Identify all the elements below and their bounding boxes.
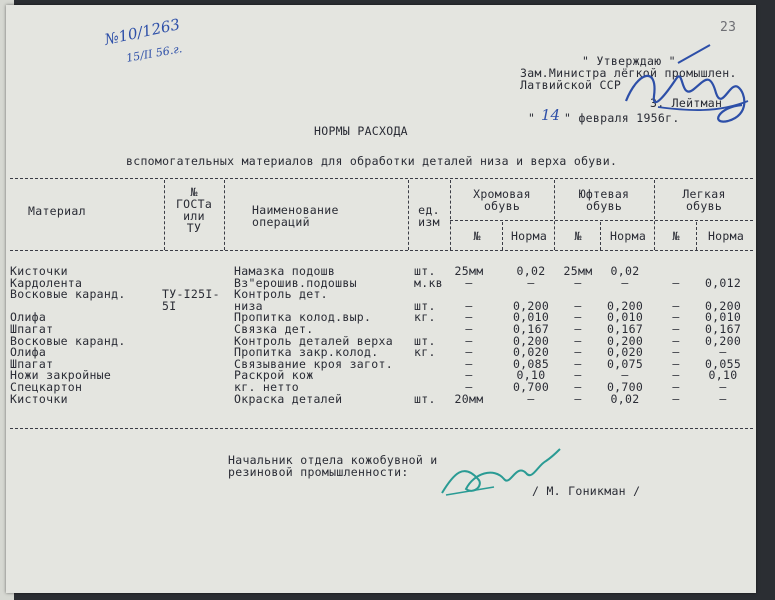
header-gost-4: ТУ: [186, 221, 202, 235]
header-unit-1: ед.: [418, 203, 440, 217]
table-top-rule: [10, 178, 753, 179]
material-cell: Шпагат: [10, 356, 54, 371]
yuft-no-cell: –: [574, 333, 582, 348]
unit-cell: шт.: [414, 264, 436, 278]
yuft-no-cell: –: [574, 298, 582, 313]
material-cell: Ножи закройные: [10, 368, 112, 383]
operation-cell: Контроль дет.: [234, 287, 328, 302]
operation-cell: Связывание кроя загот.: [234, 356, 393, 371]
light-norm-cell: 0,012: [704, 275, 742, 290]
yuft-norm-cell: 0,075: [606, 356, 644, 371]
yuft-no-cell: –: [574, 391, 582, 406]
table-subheader-rule: [450, 220, 753, 221]
yuft-norm-cell: 0,02: [610, 264, 640, 278]
header-chrome-norm: Норма: [510, 229, 548, 243]
light-no-cell: –: [672, 275, 680, 290]
header-yuft-no: №: [574, 229, 582, 243]
operation-cell: Пропитка колод.выр.: [234, 310, 372, 325]
chrome-norm-cell: –: [527, 391, 535, 406]
header-operation-1: Наименование: [252, 203, 339, 217]
chrome-no-cell: –: [465, 275, 473, 290]
col-divider-yuft-norm: [600, 222, 601, 250]
light-norm-cell: 0,200: [704, 298, 742, 313]
operation-cell: кг. нетто: [234, 380, 300, 394]
chrome-no-cell: 25мм: [454, 264, 484, 278]
material-cell: Спецкартон: [10, 380, 83, 394]
chrome-no-cell: –: [465, 368, 473, 383]
material-cell: Кардолента: [10, 275, 83, 290]
chrome-no-cell: 20мм: [454, 391, 484, 406]
header-gost-2: ГОСТа: [175, 197, 213, 211]
yuft-no-cell: –: [574, 275, 582, 290]
chrome-norm-cell: 0,10: [516, 368, 546, 383]
header-gost-3: или: [183, 209, 205, 223]
approval-ministry: Латвийской ССР: [520, 78, 622, 92]
footer-position-2: резиновой промышленности:: [228, 465, 409, 479]
approver-name: З. Лейтман: [650, 96, 723, 110]
header-yuft-norm: Норма: [609, 229, 647, 243]
document-title: НОРМЫ РАСХОДА: [314, 124, 408, 138]
light-norm-cell: 0,10: [708, 368, 738, 383]
header-light-1: Легкая: [682, 187, 726, 201]
header-operation-2: операций: [252, 215, 310, 229]
material-cell: Олифа: [10, 345, 47, 360]
yuft-no-cell: –: [574, 322, 582, 336]
light-no-cell: –: [672, 298, 680, 313]
light-norm-cell: –: [719, 345, 727, 360]
col-divider-light-norm: [696, 222, 697, 250]
light-no-cell: –: [672, 333, 680, 348]
approver-signature: [618, 41, 758, 131]
header-gost-1: №: [190, 185, 198, 199]
header-unit-2: изм: [418, 215, 440, 229]
unit-cell: м.кв: [414, 275, 443, 290]
light-norm-cell: 0,010: [704, 310, 742, 325]
material-cell: Восковые каранд.: [10, 287, 126, 302]
operation-cell: Вз"ерошив.подошвы: [234, 275, 357, 290]
light-no-cell: –: [672, 345, 680, 360]
footer-signatory-name: / М. Гоникман /: [532, 484, 641, 498]
operation-cell: Контроль деталей верха: [234, 333, 393, 348]
chrome-norm-cell: 0,700: [512, 380, 550, 394]
light-no-cell: –: [672, 391, 680, 406]
col-divider-yuft: [554, 180, 555, 250]
yuft-no-cell: –: [574, 345, 582, 360]
col-divider-light: [654, 180, 655, 250]
header-light-2: обувь: [685, 199, 723, 213]
gost-cell: ТУ-I25I-: [162, 287, 220, 302]
chrome-no-cell: –: [465, 345, 473, 360]
registration-date: 15/II 56.г.: [125, 42, 184, 65]
yuft-norm-cell: 0,700: [606, 380, 644, 394]
header-yuft-1: Юфтевая: [578, 187, 630, 201]
light-norm-cell: 0,167: [704, 322, 742, 336]
header-material: Материал: [28, 204, 86, 218]
light-no-cell: –: [672, 356, 680, 371]
header-chrome-no: №: [473, 229, 481, 243]
document-subtitle: вспомогательных материалов для обработки деталей низа и верха обуви.: [126, 154, 618, 168]
approval-date-day: 14: [541, 106, 561, 124]
yuft-no-cell: –: [574, 310, 582, 325]
unit-cell: шт.: [414, 391, 436, 406]
approval-position: Зам.Министра лёгкой промышлен.: [520, 66, 737, 80]
head-signature: [434, 443, 564, 503]
material-cell: Кисточки: [10, 391, 68, 406]
yuft-no-cell: –: [574, 368, 582, 383]
unit-cell: шт.: [414, 298, 436, 313]
yuft-norm-cell: 0,200: [606, 333, 644, 348]
material-cell: Шпагат: [10, 322, 54, 336]
header-yuft-2: обувь: [585, 199, 623, 213]
material-cell: Олифа: [10, 310, 47, 325]
operation-cell: Окраска деталей: [234, 391, 343, 406]
yuft-no-cell: –: [574, 380, 582, 394]
light-norm-cell: 0,055: [704, 356, 742, 371]
chrome-norm-cell: –: [527, 275, 535, 290]
document-page: [6, 5, 756, 593]
registration-number: №10/1263: [102, 15, 182, 49]
chrome-no-cell: –: [465, 322, 473, 336]
material-cell: Восковые каранд.: [10, 333, 126, 348]
light-norm-cell: –: [719, 391, 727, 406]
chrome-norm-cell: 0,02: [516, 264, 546, 278]
header-chrome-1: Хромовая: [473, 187, 531, 201]
unit-cell: кг.: [414, 310, 436, 325]
yuft-norm-cell: 0,020: [606, 345, 644, 360]
chrome-norm-cell: 0,020: [512, 345, 550, 360]
chrome-no-cell: –: [465, 356, 473, 371]
light-no-cell: –: [672, 310, 680, 325]
unit-cell: кг.: [414, 345, 436, 360]
col-divider-chrome-norm: [502, 222, 503, 250]
operation-cell: Пропитка закр.колод.: [234, 345, 379, 360]
col-divider-gost: [164, 180, 165, 250]
header-light-norm: Норма: [707, 229, 745, 243]
operation-cell: Раскрой кож: [234, 368, 314, 383]
chrome-no-cell: –: [465, 380, 473, 394]
approval-date-quote: ": [528, 111, 536, 125]
col-divider-chrome: [450, 180, 451, 250]
light-norm-cell: 0,200: [704, 333, 742, 348]
chrome-no-cell: –: [465, 310, 473, 325]
material-cell: Кисточки: [10, 264, 68, 278]
footer-position-1: Начальник отдела кожобувной и: [228, 453, 438, 467]
chrome-norm-cell: 0,167: [512, 322, 550, 336]
light-norm-cell: –: [719, 380, 727, 394]
yuft-norm-cell: –: [621, 275, 629, 290]
table-bottom-rule: [10, 428, 753, 429]
yuft-norm-cell: 0,167: [606, 322, 644, 336]
chrome-norm-cell: 0,085: [512, 356, 550, 371]
light-no-cell: –: [672, 322, 680, 336]
chrome-no-cell: –: [465, 298, 473, 313]
chrome-no-cell: –: [465, 333, 473, 348]
approval-date-month: " февраля 1956г.: [564, 111, 680, 125]
yuft-no-cell: –: [574, 356, 582, 371]
yuft-norm-cell: –: [621, 368, 629, 383]
chrome-norm-cell: 0,200: [512, 298, 550, 313]
chrome-norm-cell: 0,200: [512, 333, 550, 348]
operation-cell: Намазка подошв: [234, 264, 336, 278]
light-no-cell: –: [672, 380, 680, 394]
gost-cell: 5I: [162, 298, 177, 313]
col-divider-operation: [224, 180, 225, 250]
chrome-norm-cell: 0,010: [512, 310, 550, 325]
page-number: 23: [720, 20, 737, 35]
table-header-bottom-rule: [10, 250, 753, 251]
header-light-no: №: [672, 229, 680, 243]
yuft-norm-cell: 0,200: [606, 298, 644, 313]
operation-cell: низа: [234, 298, 263, 313]
yuft-norm-cell: 0,02: [610, 391, 640, 406]
approval-heading: " Утверждаю ": [582, 54, 676, 68]
yuft-no-cell: 25мм: [563, 264, 593, 278]
operation-cell: Связка дет.: [234, 322, 314, 336]
unit-cell: шт.: [414, 333, 436, 348]
col-divider-unit: [408, 180, 409, 250]
yuft-norm-cell: 0,010: [606, 310, 644, 325]
header-chrome-2: обувь: [483, 199, 521, 213]
light-no-cell: –: [672, 368, 680, 383]
